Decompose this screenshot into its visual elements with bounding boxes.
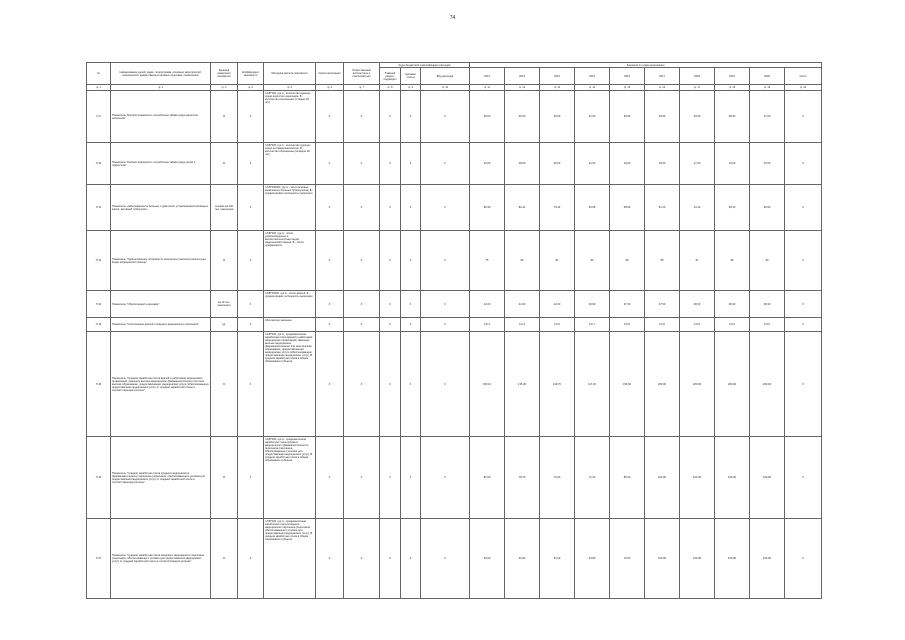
row-year-value: 79,42 (540, 185, 575, 231)
indicators-table-body (87, 91, 822, 599)
header-period: Сроки реализации (316, 63, 344, 85)
row-article: Х (401, 143, 421, 185)
column-number: гр. 11 (470, 85, 505, 91)
column-number: гр. 17 (680, 85, 715, 91)
column-number: гр. 7 (344, 85, 380, 91)
row-year-value: 100,00 (715, 519, 750, 599)
row-method: =А/В*100, где А - среднемесячная заработная плата младшего медицинского персонала (персонала, обеспечивающего условия для предоставления медицинских услуг), В - средняя заработная плата в общем образовании субъекта (264, 519, 316, 599)
row-year-value: 29,90 (645, 91, 680, 143)
row-section: Х (380, 185, 401, 231)
column-number: гр. 4 (238, 85, 264, 91)
header-expense-type: Вид расходов (421, 68, 470, 85)
column-number: гр. 20 (785, 85, 822, 91)
column-number: гр. 19 (750, 85, 785, 91)
row-unit: человек на 100 тыс. населения (211, 185, 238, 231)
row-article: Х (401, 291, 421, 318)
row-method: =А/В*100, где А - число удовлетворенных в высокотехнологичных видах медицинской помощи, В - число нуждающихся (264, 231, 316, 291)
row-year-value: 100,00 (645, 519, 680, 599)
table-row (87, 519, 822, 599)
row-period: Х (316, 332, 344, 437)
row-expense-type: Х (421, 318, 470, 332)
row-coef: Х (238, 231, 264, 291)
row-name: Показатель «Заболеваемость больных с диагнозом, установленным впервые в жизни, активный туберкулез» (111, 185, 211, 231)
row-coef: Х (238, 437, 264, 519)
row-section: Х (380, 231, 401, 291)
row-year-value: 150,10 (470, 332, 505, 437)
row-expense-type: Х (421, 291, 470, 318)
row-total: Х (785, 318, 822, 332)
row-total: Х (785, 332, 822, 437)
row-year-value: 1/3,0 (645, 318, 680, 332)
row-number: П.14 (87, 318, 111, 332)
row-year-value: 36,00 (540, 91, 575, 143)
row-year-value: 100,00 (680, 437, 715, 519)
row-method: =А/В*100000, где А - число впервые выявленных больных туберкулезом, В - среднегодовая численность населения (264, 185, 316, 231)
row-year-value: 1/2,7 (575, 318, 610, 332)
row-year-value: 38,30 (715, 291, 750, 318)
row-year-value: 80 (505, 231, 540, 291)
row-year-value: 78,70 (505, 437, 540, 519)
row-year-value: 29,30 (680, 91, 715, 143)
row-year-value: 100,00 (645, 437, 680, 519)
row-expense-type: Х (421, 231, 470, 291)
row-period: Х (316, 519, 344, 599)
header-year: 2016 (610, 68, 645, 85)
column-number: гр. 5 (264, 85, 316, 91)
row-name: Показатель "Удовлетворение потребности населения в высокотехнологичных видах медицинской помощи" (111, 231, 211, 291)
row-year-value: 51,00 (540, 519, 575, 599)
row-total: Х (785, 519, 822, 599)
row-year-value: 200,00 (645, 332, 680, 437)
header-year: 2013 (505, 68, 540, 85)
row-year-value: 15,00 (750, 143, 785, 185)
row-period: Х (316, 291, 344, 318)
row-total: Х (785, 143, 822, 185)
row-article: Х (401, 318, 421, 332)
header-num: № (87, 63, 111, 85)
row-year-value: 90 (750, 231, 785, 291)
row-name: Показатель "Средняя заработная плата среднего медицинского (фармацевтического) персонала (персонала, обеспечивающего условия для предоставления медицинских услуг) от средней заработной платы в соответствующем регионе" (111, 437, 211, 519)
row-year-value: 200,00 (750, 332, 785, 437)
row-name: Показатель "Средняя заработная плата младшего медицинского персонала (персонала, обеспечивающего условия для предоставления медицинских услуг) от средней заработной платы в соответствующем регионе" (111, 519, 211, 599)
row-year-value: 37,50 (645, 291, 680, 318)
row-total: Х (785, 185, 822, 231)
row-year-value: 66,68 (575, 185, 610, 231)
row-year-value: 35,00 (505, 91, 540, 143)
row-method: =А/В*100, где А - среднемесячная заработная плата среднего медицинского (фармацевтического) персонала (персонала, обеспечивающего условия для предоставления медицинских услуг), В - средняя заработная плата в общем образовании субъекта (264, 437, 316, 519)
row-year-value: 86,30 (610, 437, 645, 519)
row-executor: Х (344, 318, 380, 332)
row-coef: Х (238, 332, 264, 437)
row-year-value: 71,30 (575, 437, 610, 519)
row-period: Х (316, 231, 344, 291)
column-number: гр. 13 (540, 85, 575, 91)
table-row (87, 318, 822, 332)
header-year: 2014 (540, 68, 575, 85)
row-year-value: 1/2,6 (540, 318, 575, 332)
row-year-value: 30,80 (505, 519, 540, 599)
row-coef: Х (238, 91, 264, 143)
row-year-value: 43,40 (680, 185, 715, 231)
row-year-value: 18,00 (645, 143, 680, 185)
row-year-value: 43,80 (575, 519, 610, 599)
row-period: Х (316, 143, 344, 185)
row-year-value: 1/3,0 (750, 318, 785, 332)
table-row (87, 291, 822, 318)
row-total: Х (785, 437, 822, 519)
row-method: Абсолютное значение (264, 318, 316, 332)
row-year-value: 27,60 (750, 91, 785, 143)
row-section: Х (380, 332, 401, 437)
row-unit: ед. (211, 318, 238, 332)
row-year-value: 22,00 (575, 143, 610, 185)
row-year-value: 130,70 (540, 332, 575, 437)
row-year-value: 89 (715, 231, 750, 291)
row-year-value: 81 (540, 231, 575, 291)
table-row (87, 143, 822, 185)
column-number: гр. 6 (316, 85, 344, 91)
row-year-value: 42,00 (470, 291, 505, 318)
row-year-value: 1/2,4 (470, 318, 505, 332)
row-section: Х (380, 519, 401, 599)
row-number: П.11 (87, 185, 111, 231)
row-year-value: 82,31 (505, 185, 540, 231)
row-expense-type: Х (421, 437, 470, 519)
column-number: гр. 3 (211, 85, 238, 91)
header-method: Методика расчета показателя (264, 63, 316, 85)
row-article: Х (401, 231, 421, 291)
row-section: Х (380, 91, 401, 143)
row-expense-type: Х (421, 519, 470, 599)
row-year-value: 100,00 (715, 437, 750, 519)
row-year-value: 25,00 (540, 143, 575, 185)
row-article: Х (401, 91, 421, 143)
row-number: П.17 (87, 519, 111, 599)
row-year-value: 117,20 (575, 332, 610, 437)
row-executor: Х (344, 143, 380, 185)
row-name: Показатель "Распространённость потребления табака среди детей и подростков" (111, 143, 211, 185)
row-executor: Х (344, 437, 380, 519)
column-number: гр. 14 (575, 85, 610, 91)
row-coef: Х (238, 519, 264, 599)
column-number: гр. 1 (87, 85, 111, 91)
indicators-table (86, 62, 822, 599)
row-year-value: 75 (470, 231, 505, 291)
header-budget-group: Коды бюджетной классификации расходов (380, 63, 470, 68)
row-year-value: 83 (610, 231, 645, 291)
header-coef: Коэффициент значимости (238, 63, 264, 85)
row-year-value: 38,30 (680, 291, 715, 318)
row-name: Показатель "Обеспеченность врачами" (111, 291, 211, 318)
row-period: Х (316, 91, 344, 143)
row-total: Х (785, 291, 822, 318)
column-number: гр. 10 (421, 85, 470, 91)
row-section: Х (380, 143, 401, 185)
row-unit: % (211, 519, 238, 599)
header-executor: Ответственный исполнитель и соисполнители (344, 63, 380, 85)
row-year-value: 70,00 (610, 519, 645, 599)
row-executor: Х (344, 91, 380, 143)
row-expense-type: Х (421, 143, 470, 185)
row-year-value: 82 (575, 231, 610, 291)
row-section: Х (380, 318, 401, 332)
row-year-value: 19,00 (610, 143, 645, 185)
row-executor: Х (344, 231, 380, 291)
row-year-value: 200,00 (680, 332, 715, 437)
row-executor: Х (344, 332, 380, 437)
column-number: гр. 12 (505, 85, 540, 91)
row-coef: Х (238, 318, 264, 332)
row-number: П.9 (87, 91, 111, 143)
row-name: Показатель "Средняя заработная плата врачей и работников медицинских организаций, имеющих высшее медицинское (фармацевтическое) или иное высшее образование, предоставляющих медицинские услуги (обеспечивающих предоставление медицинских услуг) от средней заработной платы в соответствующем регионе" (111, 332, 211, 437)
row-period: Х (316, 437, 344, 519)
header-year: 2012 (470, 68, 505, 85)
header-name: Наименование целей, задач, подпрограмм, основных мероприятий, мероприятий, ведомственных целевых программ, показателей (111, 63, 211, 85)
row-expense-type: Х (421, 332, 470, 437)
column-number: гр. 18 (715, 85, 750, 91)
row-year-value: 30,00 (470, 143, 505, 185)
row-year-value: 80,30 (470, 185, 505, 231)
row-expense-type: Х (421, 185, 470, 231)
row-year-value: 30,90 (610, 91, 645, 143)
table-row (87, 185, 822, 231)
row-coef: Х (238, 143, 264, 185)
header-year: 2015 (575, 68, 610, 85)
row-year-value: 200,00 (715, 332, 750, 437)
row-method: =А/В*10000, где А - число врачей, В - среднегодовая численность населения (264, 291, 316, 318)
row-year-value: 100,00 (680, 519, 715, 599)
header-year: 2017 (645, 68, 680, 85)
row-unit: % (211, 143, 238, 185)
row-period: Х (316, 185, 344, 231)
row-year-value: 159,60 (610, 332, 645, 437)
row-year-value: 51,20 (645, 185, 680, 231)
row-executor: Х (344, 291, 380, 318)
row-unit: % (211, 332, 238, 437)
row-year-value: 1/2,4 (505, 318, 540, 332)
row-total: Х (785, 231, 822, 291)
row-year-value: 36,90 (575, 291, 610, 318)
row-article: Х (401, 185, 421, 231)
column-number: гр. 8 (380, 85, 401, 91)
row-number: П.13 (87, 291, 111, 318)
row-number: П.15 (87, 332, 111, 437)
row-executor: Х (344, 519, 380, 599)
row-year-value: 28,30 (715, 91, 750, 143)
table-row (87, 437, 822, 519)
row-year-value: 31,00 (575, 91, 610, 143)
row-total: Х (785, 91, 822, 143)
row-article: Х (401, 519, 421, 599)
row-year-value: 100,00 (750, 519, 785, 599)
row-year-value: 16,00 (715, 143, 750, 185)
row-section: Х (380, 437, 401, 519)
header-main-section: Главный раздел, подраздел (380, 68, 401, 85)
row-year-value: 28,00 (505, 143, 540, 185)
row-year-value: 100,00 (750, 437, 785, 519)
row-unit: % (211, 91, 238, 143)
row-year-value: 87 (680, 231, 715, 291)
row-year-value: 38,40 (715, 185, 750, 231)
row-name: Показатель "Соотношение врачей и среднего медицинского персонала" (111, 318, 211, 332)
header-target-item: Целевая статья (401, 68, 421, 85)
row-year-value: 32,60 (470, 519, 505, 599)
row-year-value: 1/2,8 (610, 318, 645, 332)
row-method: =А/В*100, где А - среднемесячная заработная плата врачей и работников медицинских организаций, имеющих высшее медицинское (фармацевтическое) или иное высшее образование, предоставляющих медицинские услуги (обеспечивающих предоставление медицинских услуг), В - средняя заработная плата в общем образовании субъекта (264, 332, 316, 437)
table-row (87, 332, 822, 437)
row-year-value: 36,90 (750, 185, 785, 231)
row-coef: Х (238, 291, 264, 318)
row-year-value: 39,00 (470, 91, 505, 143)
row-year-value: 37,30 (610, 291, 645, 318)
page-number: 74 (449, 15, 456, 21)
row-unit: % (211, 437, 238, 519)
row-number: П.12 (87, 231, 111, 291)
row-coef: Х (238, 185, 264, 231)
header-year: 2020 (750, 68, 785, 85)
row-unit: % (211, 231, 238, 291)
row-name: Показатель "Распространённость потребления табака среди взрослого населения" (111, 91, 211, 143)
header-year: 2019 (715, 68, 750, 85)
row-number: П.16 (87, 437, 111, 519)
row-year-value: 1/3,0 (715, 318, 750, 332)
row-year-value: 38,30 (750, 291, 785, 318)
table-row (87, 91, 822, 143)
header-unit: Единица измерения показателя (211, 63, 238, 85)
row-number: П.10 (87, 143, 111, 185)
row-year-value: 42,00 (540, 291, 575, 318)
row-unit: на 10 тыс. населения (211, 291, 238, 318)
row-year-value: 76,20 (540, 437, 575, 519)
row-expense-type: Х (421, 91, 470, 143)
row-year-value: 85 (645, 231, 680, 291)
column-number: гр. 2 (111, 85, 211, 91)
row-executor: Х (344, 185, 380, 231)
row-method: =А/В*100, где А - количество курящих среди несовершеннолетних, В - количество опрошенных (младше 18 лет) (264, 143, 316, 185)
row-article: Х (401, 332, 421, 437)
row-year-value: 1/3,0 (680, 318, 715, 332)
row-year-value: 135,30 (505, 332, 540, 437)
row-method: =А/В*100, где А - количество курящих среди взрослого населения, В - количество опрошенных (старше 18 лет) (264, 91, 316, 143)
row-article: Х (401, 437, 421, 519)
row-section: Х (380, 291, 401, 318)
table-row (87, 231, 822, 291)
row-year-value: 41,60 (505, 291, 540, 318)
row-year-value: 58,90 (610, 185, 645, 231)
header-values-group: Значения по годам реализации (470, 63, 822, 68)
row-year-value: 82,50 (470, 437, 505, 519)
column-number: гр. 15 (610, 85, 645, 91)
row-period: Х (316, 318, 344, 332)
row-year-value: 17,00 (680, 143, 715, 185)
column-number: гр. 9 (401, 85, 421, 91)
header-year: 2018 (680, 68, 715, 85)
header-total: Итого (785, 68, 822, 85)
column-number: гр. 16 (645, 85, 680, 91)
